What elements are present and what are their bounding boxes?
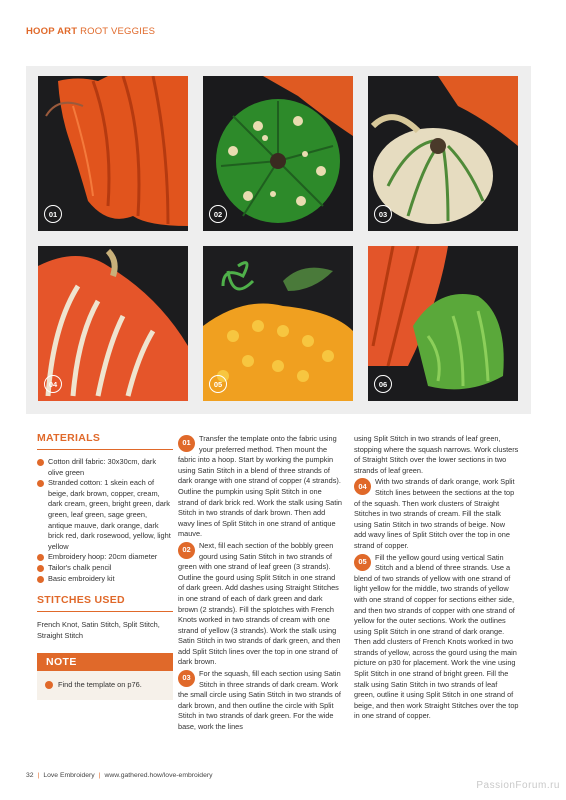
- photo-number-badge: 04: [44, 375, 62, 393]
- bullet-icon: [37, 565, 44, 572]
- stitches-title: STITCHES USED: [37, 594, 173, 612]
- materials-list: [37, 457, 173, 584]
- page-footer: 32 | Love Embroidery | www.gathered.how/love-embroidery: [26, 772, 213, 779]
- stitches-text: French Knot, Satin Stitch, Split Stitch, Straight Stitch: [37, 620, 160, 640]
- instructions-column-2: [354, 434, 519, 722]
- photo-02: [203, 76, 353, 231]
- bullet-icon: [37, 576, 44, 583]
- sidebar: [37, 432, 173, 700]
- pumpkin-stalk-embroidery-image: [368, 246, 518, 401]
- photo-03: [368, 76, 518, 231]
- bullet-icon: [37, 459, 44, 466]
- list-item: Embroidery hoop: 20cm diameter: [37, 552, 173, 563]
- step-number: 04: [354, 478, 371, 495]
- step-04: 04 With two strands of dark orange, work Split Stitch lines between the sections at the top of the squash. Then work clusters of Straight Stitches in two strands of cream. Fill the stalk using Satin Stitch in two strands of beige. Now add wavy lines of Split Stitch over the top in one strand of copper.: [354, 477, 515, 550]
- photo-number-badge: 01: [44, 205, 62, 223]
- leaf-icon: [45, 681, 53, 689]
- list-item: Tailor's chalk pencil: [37, 563, 173, 574]
- step-05: 05 Fill the yellow gourd using vertical Satin Stitch and a blend of three strands. Use a blend of two strands of yellow with one strand of light yellow for the middle, two strands of yellow with one strand of copper for sections either side, and then two strands of copper with one strand of yellow for the outer sections. Work the outlines using Split Stitch in one strand of dark orange. Then add clusters of French Knots worked in two strands of yellow, across the gourd using the main picture on p30 for placement. Work the vine using Split Stitch in one strand of bright green. Fill the stalk using Satin Stitch in two strands of leaf green, outline it using Split Stitch in one strand of beige, and then work Straight Stitches over the top in one strand of copper.: [354, 552, 519, 721]
- watermark: PassionForum.ru: [476, 780, 560, 791]
- step-number: 03: [178, 670, 195, 687]
- list-item: Stranded cotton: 1 skein each of beige, dark brown, copper, cream, dark cream, green, bright green, dark green, leaf green, sage green, antique mauve, dark orange, dark brick red, dark rosewood, yellow, light yellow: [37, 478, 173, 552]
- magazine-name: Love Embroidery: [43, 772, 95, 779]
- page-number: 32: [26, 772, 34, 779]
- photo-number-badge: 06: [374, 375, 392, 393]
- step-01: 01 Transfer the template onto the fabric using your preferred method. Then mount the fabric into a hoop. Start by working the pumpkin using Satin Stitch in a blend of three strands of dark orange with one strand of copper (4 strands). Outline the pumpkin using Split Stitch in one strand of dark brick red. Work the stalk using Satin Stitch in two strands of dark brown. Then add wavy lines of Split Stitch in one strand of antique mauve.: [178, 434, 342, 539]
- photo-number-badge: 05: [209, 375, 227, 393]
- pumpkin-embroidery-image: [38, 76, 188, 231]
- photo-05: [203, 246, 353, 401]
- photo-01: [38, 76, 188, 231]
- list-item: Cotton drill fabric: 30x30cm, dark olive green: [37, 457, 173, 478]
- instructions-column-1: [178, 434, 343, 733]
- photo-04: [38, 246, 188, 401]
- website-link[interactable]: www.gathered.how/love-embroidery: [104, 772, 213, 779]
- step-03-continued: using Split Stitch in two strands of leaf green, stopping where the squash narrows. Work clusters of Straight Stitch over the lower sections in two strands of leaf green.: [354, 434, 519, 475]
- squash-embroidery-image: [368, 76, 518, 231]
- green-gourd-embroidery-image: [203, 76, 353, 231]
- photo-gallery: [26, 66, 531, 414]
- step-02: 02 Next, fill each section of the bobbly green gourd using Satin Stitch in two strands of green with one strand of leaf green (3 strands). Outline the gourd using Split Stitch in one strand of dark green. Add dashes using Straight Stitches in one strand of each of dark green and dark brown (2 strands). Fill the splotches with French Knots worked in two strands of cream with one strand of yellow (3 strands). Work the stalk using Satin Stitch in two strands of dark green, and then add Split Stitch lines over the top in one strand of dark brown.: [178, 540, 341, 667]
- bullet-icon: [37, 480, 44, 487]
- step-number: 02: [178, 542, 195, 559]
- page-header: [26, 26, 155, 37]
- note-title: NOTE: [37, 653, 173, 671]
- striped-squash-embroidery-image: [38, 246, 188, 401]
- step-03: 03 For the squash, fill each section using Satin Stitch in three strands of dark cream. Work the small circle using Satin Stitch in two strands of dark brown, and then outline the circle with Split Stitch in two strands of dark green. For the wide base, work the lines: [178, 669, 341, 732]
- photo-number-badge: 02: [209, 205, 227, 223]
- photo-06: [368, 246, 518, 401]
- materials-title: MATERIALS: [37, 432, 173, 450]
- bullet-icon: [37, 554, 44, 561]
- header-topic: ROOT VEGGIES: [80, 26, 156, 37]
- step-number: 01: [178, 435, 195, 452]
- header-section: HOOP ART: [26, 26, 78, 37]
- step-number: 05: [354, 554, 371, 571]
- note-box: [37, 653, 173, 700]
- photo-number-badge: 03: [374, 205, 392, 223]
- list-item: Basic embroidery kit: [37, 574, 173, 585]
- yellow-gourd-embroidery-image: [203, 246, 353, 401]
- note-text: Find the template on p76.: [58, 680, 142, 690]
